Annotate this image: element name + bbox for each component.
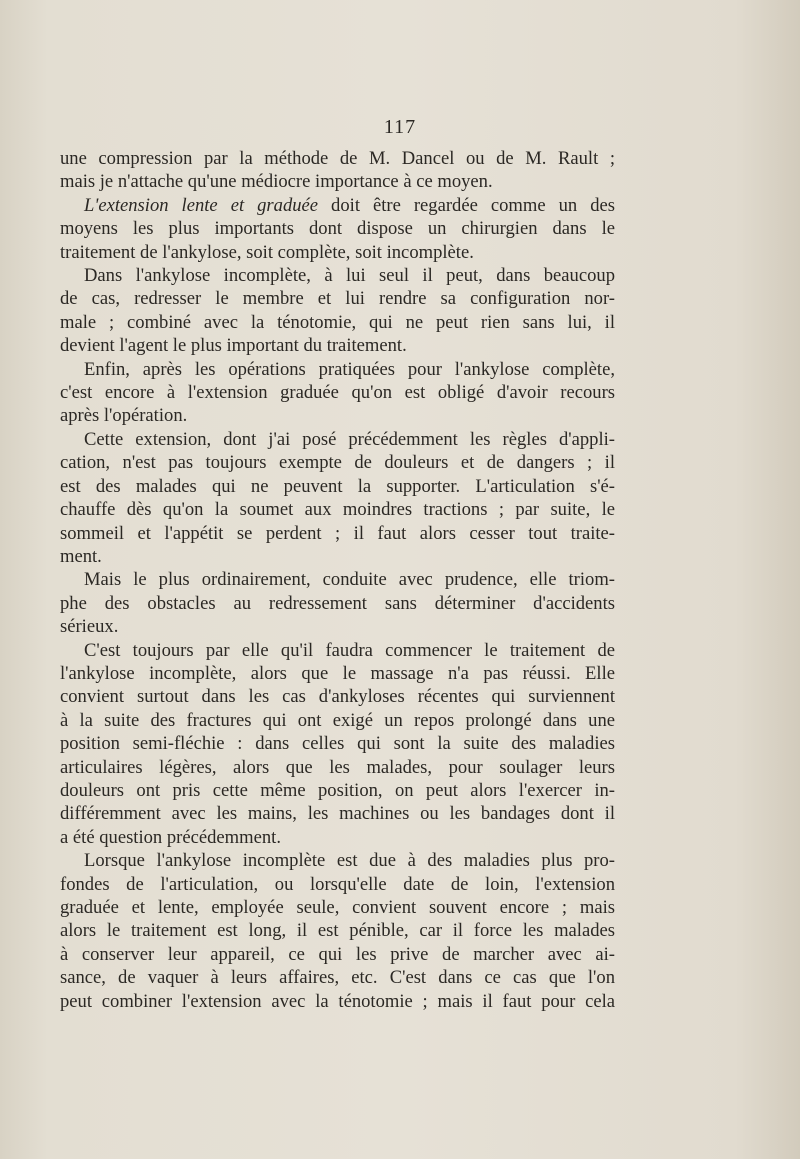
- body-text: [60, 147, 615, 1013]
- text-line: graduée et lente, employée seule, convient souvent encore ; mais: [60, 897, 615, 918]
- paragraph: [60, 428, 615, 568]
- text-line: mais je n'attache qu'une médiocre importance à ce moyen.: [60, 171, 493, 193]
- text-line: sérieux.: [60, 616, 119, 638]
- paragraph: [60, 568, 615, 638]
- paragraph: [60, 194, 615, 264]
- text-line: sance, de vaquer à leurs affaires, etc. C'est dans ce cas que l'on: [60, 967, 615, 989]
- text-line: phe des obstacles au redressement sans déterminer d'accidents: [60, 592, 615, 614]
- text-line: fondes de l'articulation, ou lorsqu'elle date de loin, l'extension: [60, 873, 615, 895]
- text-line: douleurs ont pris cette même position, on peut alors l'exercer in-: [60, 779, 615, 801]
- text-line: Enfin, après les opérations pratiquées pour l'ankylose complète,: [84, 358, 615, 380]
- paragraph: [60, 639, 615, 850]
- text-line: cation, n'est pas toujours exempte de douleurs et de dangers ; il: [60, 452, 615, 474]
- italic-lead: L'extension lente et graduée: [84, 194, 319, 216]
- text-line: l'ankylose incomplète, alors que le massage n'a pas réussi. Elle: [60, 662, 615, 684]
- paragraph: [60, 147, 615, 194]
- text-line: est des malades qui ne peuvent la supporter. L'articulation s'é-: [60, 475, 615, 497]
- text-line: peut combiner l'extension avec la ténotomie ; mais il faut pour cela: [60, 990, 615, 1012]
- text-line: Dans l'ankylose incomplète, à lui seul il peut, dans beaucoup: [84, 265, 615, 287]
- text-line: Cette extension, dont j'ai posé précédemment les règles d'appli-: [84, 428, 615, 450]
- text-line: de cas, redresser le membre et lui rendre sa configuration nor-: [60, 288, 615, 310]
- text-line: a été question précédemment.: [60, 826, 281, 848]
- text-line: Lorsque l'ankylose incomplète est due à des maladies plus pro-: [84, 850, 615, 872]
- text-line: articulaires légères, alors que les malades, pour soulager leurs: [60, 756, 615, 778]
- text-line: à conserver leur appareil, ce qui les prive de marcher avec ai-: [60, 943, 615, 965]
- text-line: moyens les plus importants dont dispose un chirurgien dans le: [60, 218, 615, 240]
- text-line: devient l'agent le plus important du traitement.: [60, 335, 407, 357]
- text-line: ment.: [60, 545, 102, 567]
- text-line: C'est toujours par elle qu'il faudra commencer le traitement de: [84, 639, 615, 661]
- text-line: Mais le plus ordinairement, conduite avec prudence, elle triom-: [84, 569, 615, 591]
- page-number: 117: [383, 116, 417, 138]
- text-line: male ; combiné avec la ténotomie, qui ne peut rien sans lui, il: [60, 311, 615, 333]
- paragraph: [60, 849, 615, 1013]
- text-line: alors le traitement est long, il est pénible, car il force les malades: [60, 920, 615, 942]
- text-line: position semi-fléchie : dans celles qui sont la suite des maladies: [60, 733, 615, 755]
- text-line: à la suite des fractures qui ont exigé un repos prolongé dans une: [60, 709, 615, 731]
- text-line: différemment avec les mains, les machines ou les bandages dont il: [60, 803, 615, 825]
- paragraph: [60, 358, 615, 428]
- text-line: traitement de l'ankylose, soit complète, soit incomplète.: [60, 241, 474, 263]
- text-line-rest: doit être regardée comme un des: [318, 194, 615, 216]
- text-line: sommeil et l'appétit se perdent ; il faut alors cesser tout traite-: [60, 522, 615, 544]
- text-line: [60, 194, 615, 217]
- text-line: c'est encore à l'extension graduée qu'on est obligé d'avoir recours: [60, 382, 615, 404]
- text-line: chauffe dès qu'on la soumet aux moindres tractions ; par suite, le: [60, 499, 615, 521]
- text-line: convient surtout dans les cas d'ankyloses récentes qui surviennent: [60, 686, 615, 708]
- text-line: après l'opération.: [60, 405, 188, 427]
- paragraph: [60, 264, 615, 358]
- text-line: une compression par la méthode de M. Dancel ou de M. Rault ;: [60, 148, 615, 169]
